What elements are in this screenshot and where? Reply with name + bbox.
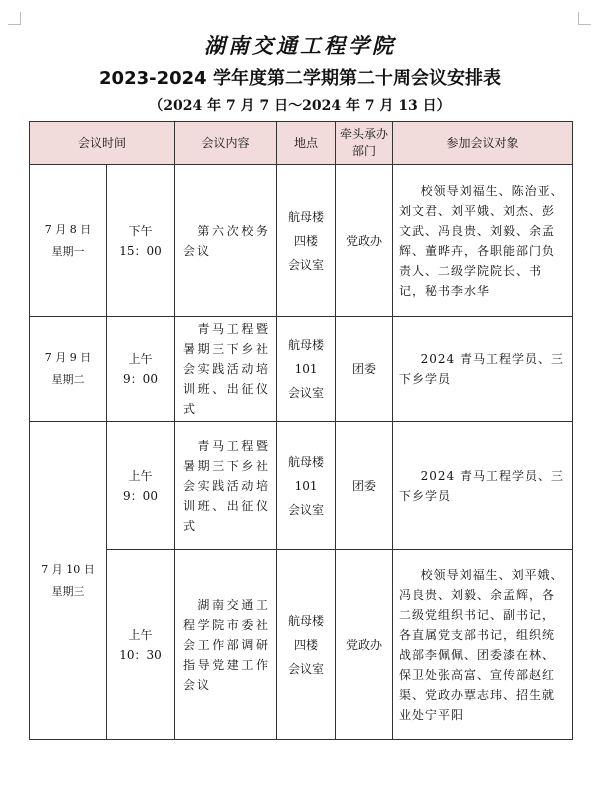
meeting-content: 第六次校务会议 [175, 165, 277, 317]
table-row [30, 550, 573, 740]
date-text: 7 月 10 日 [41, 562, 95, 576]
header-time: 会议时间 [30, 122, 175, 165]
meeting-time [107, 550, 175, 740]
place-line: 101 [294, 478, 318, 493]
date-text: 7 月 8 日 [44, 222, 92, 236]
place-line: 四楼 [294, 637, 319, 652]
place-line: 会议室 [288, 502, 325, 517]
meeting-place [277, 550, 336, 740]
meeting-attendees: 校领导刘福生、陈治亚、刘文君、刘平娥、刘杰、彭文武、冯良贵、刘毅、余孟辉、董晔卉，各职能部门负责人、二级学院院长、书记，秘书李水华 [393, 165, 573, 317]
meeting-place [277, 317, 336, 422]
page-corner-mark-left [8, 12, 21, 25]
document-title: 2023-2024 学年度第二学期第二十周会议安排表 [99, 68, 501, 89]
date-text: 7 月 9 日 [44, 351, 92, 364]
place-line: 航母楼 [288, 454, 325, 469]
meeting-content: 湖南交通工程学院市委社会工作部调研指导党建工作会议 [175, 550, 277, 740]
date-range: （2024 年 7 月 7 日～2024 年 7 月 13 日） [149, 98, 451, 114]
weekday-text: 星期一 [51, 244, 85, 258]
period-text: 上午 [128, 352, 153, 366]
meeting-schedule-table [29, 121, 573, 740]
meeting-time [107, 422, 175, 550]
place-line: 航母楼 [288, 613, 325, 628]
place-line: 航母楼 [288, 209, 325, 224]
meeting-content: 青马工程暨暑期三下乡社会实践活动培训班、出征仪式 [175, 317, 277, 422]
weekday-text: 星期二 [51, 373, 85, 386]
school-name: 湖南交通工程学院 [204, 33, 396, 58]
header-attendees: 参加会议对象 [393, 122, 573, 165]
clock-text: 10：30 [119, 647, 162, 662]
period-text: 上午 [128, 627, 153, 642]
meeting-attendees: 2024 青马工程学员、三下乡学员 [393, 317, 573, 422]
place-line: 会议室 [288, 386, 325, 400]
meeting-attendees: 2024 青马工程学员、三下乡学员 [393, 422, 573, 550]
meeting-place [277, 165, 336, 317]
header-dept: 牵头承办部门 [336, 122, 393, 165]
meeting-attendees: 校领导刘福生、刘平娥、冯良贵、刘毅、余孟辉，各二级党组织书记、副书记，各直属党支部书记，组织统战部李佩佩、团委漆在林、保卫处张高富、宣传部赵红渠、党政办覃志玮、招生就业处宁平阳 [393, 550, 573, 740]
clock-text: 9：00 [123, 372, 158, 386]
table-header-row [30, 122, 573, 165]
place-line: 四楼 [294, 233, 319, 248]
table-row [30, 317, 573, 422]
meeting-dept: 团委 [336, 317, 393, 422]
meeting-place [277, 422, 336, 550]
place-line: 会议室 [288, 257, 325, 272]
meeting-dept: 党政办 [336, 165, 393, 317]
table-row [30, 165, 573, 317]
page-corner-mark-right [578, 12, 591, 25]
clock-text: 15：00 [119, 243, 162, 258]
place-line: 101 [294, 362, 318, 376]
header-content: 会议内容 [175, 122, 277, 165]
header-place: 地点 [277, 122, 336, 165]
period-text: 上午 [128, 468, 153, 483]
meeting-date [30, 165, 107, 317]
meeting-time [107, 317, 175, 422]
place-line: 航母楼 [288, 338, 325, 352]
weekday-text: 星期三 [51, 584, 85, 598]
period-text: 下午 [128, 223, 153, 238]
table-row [30, 422, 573, 550]
place-line: 会议室 [288, 661, 325, 676]
meeting-dept: 团委 [336, 422, 393, 550]
meeting-date [30, 422, 107, 740]
clock-text: 9：00 [123, 488, 158, 503]
meeting-date [30, 317, 107, 422]
meeting-time [107, 165, 175, 317]
meeting-dept: 党政办 [336, 550, 393, 740]
meeting-content: 青马工程暨暑期三下乡社会实践活动培训班、出征仪式 [175, 422, 277, 550]
